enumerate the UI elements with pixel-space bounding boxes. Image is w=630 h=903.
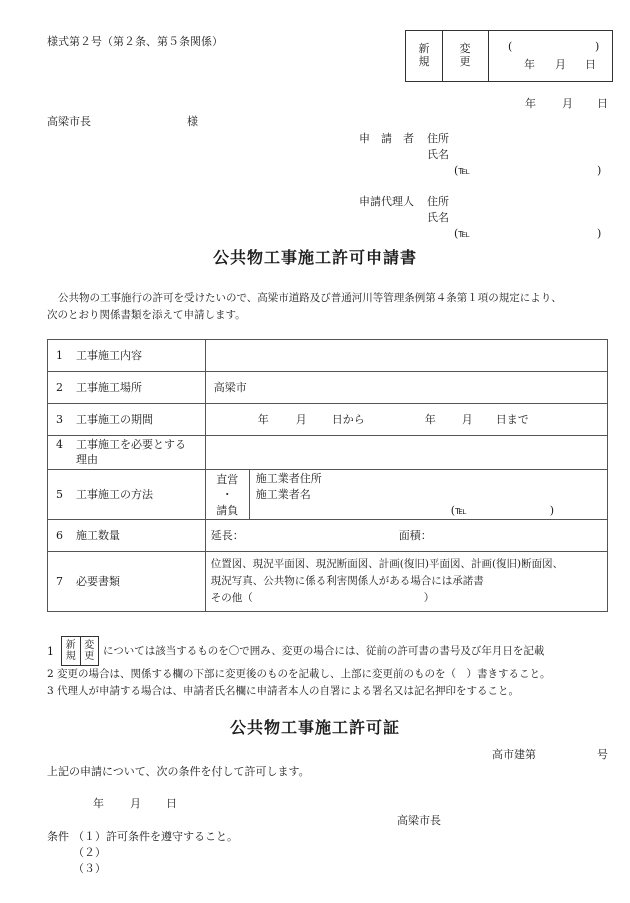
status-change-cell[interactable]: 変 更 xyxy=(442,31,489,81)
row-label: 3 工事施工の期間 xyxy=(48,404,206,436)
contractor-tel-open[interactable]: (℡ xyxy=(450,504,467,517)
application-date-year: 年 xyxy=(525,97,536,110)
required-documents-field: 位置図、現況平面図、現況断面図、計画(復旧)平面図、計画(復旧)断面図、 現況写真、公共物に係る利害関係人がある場合には承諾書 その他（ ） xyxy=(205,552,607,612)
table-row xyxy=(48,470,608,520)
applicant-tel-open[interactable]: (℡ xyxy=(454,164,471,177)
addressee: 高梁市長 xyxy=(47,115,91,128)
application-date-day: 日 xyxy=(597,97,608,110)
length-label: 延長： xyxy=(210,529,244,542)
work-location-field[interactable]: 高梁市 xyxy=(205,372,607,404)
work-reason-field[interactable] xyxy=(205,436,607,470)
permit-date-day: 日 xyxy=(166,797,177,810)
note-2: 2 変更の場合は、関係する欄の下部に変更後のものを記載し、上部に変更前のものを（ ）書きすること。 xyxy=(47,668,551,680)
permit-number-suffix: 号 xyxy=(597,748,608,761)
work-content-field[interactable] xyxy=(205,340,607,372)
permit-date-month: 月 xyxy=(130,797,141,810)
permit-issuer: 高梁市長 xyxy=(397,814,441,827)
form-number: 様式第２号（第２条、第５条関係） xyxy=(47,35,223,48)
status-box: 新 規 変 更 ( ) 年 月 日 xyxy=(405,30,613,82)
area-label: 面積： xyxy=(398,529,432,542)
intro-line-1: 公共物の工事施行の許可を受けたいので、高梁市道路及び普通河川等管理条例第４条第１項の規定により、 xyxy=(58,292,562,304)
row-label: 7 必要書類 xyxy=(48,552,206,612)
note-1-text: については該当するものを〇で囲み、変更の場合には、従前の許可書の書号及び年月日を記載 xyxy=(103,645,545,657)
contractor-name-label[interactable]: 施工業者名 xyxy=(255,488,311,501)
agent-address-label[interactable]: 住所 xyxy=(427,195,449,208)
permit-date-year: 年 xyxy=(93,797,104,810)
applicant-tel-close: ) xyxy=(597,164,602,177)
application-title: 公共物工事施工許可申請書 xyxy=(212,248,417,267)
condition-item: （１）許可条件を遵守すること。 xyxy=(73,830,238,843)
work-method-field xyxy=(205,470,607,520)
condition-item[interactable]: （２） xyxy=(73,846,106,859)
table-row xyxy=(48,436,608,470)
row-label: 4 工事施工を必要とする 理由 xyxy=(48,436,206,470)
status-new-cell[interactable]: 新 規 xyxy=(406,31,443,81)
row-label: 5 工事施工の方法 xyxy=(48,470,206,520)
note-1-status-box: 新 規 変 更 xyxy=(61,636,99,666)
row-label: 2 工事施工場所 xyxy=(48,372,206,404)
application-date-month: 月 xyxy=(562,97,573,110)
permit-number-prefix: 高市建第 xyxy=(492,748,536,761)
table-row xyxy=(48,372,608,404)
table-row xyxy=(48,520,608,552)
agent-tel-open[interactable]: (℡ xyxy=(454,227,471,240)
work-quantity-field[interactable] xyxy=(205,520,607,552)
applicant-name-label[interactable]: 氏名 xyxy=(427,148,449,161)
permit-title: 公共物工事施工許可証 xyxy=(229,718,400,737)
work-period-field[interactable]: 年 月 日から 年 月 日まで xyxy=(205,404,607,436)
agent-tel-close: ) xyxy=(597,227,602,240)
note-1-number: 1 xyxy=(47,645,54,658)
intro-line-2: 次のとおり関係書類を添えて申請します。 xyxy=(47,309,246,321)
addressee-honorific: 様 xyxy=(187,115,198,128)
note-3: 3 代理人が申請する場合は、申請者氏名欄に申請者本人の自署による署名又は記名押印をすること。 xyxy=(47,685,520,697)
applicant-address-label[interactable]: 住所 xyxy=(427,132,449,145)
method-selector[interactable]: 直営 ・ 請負 xyxy=(206,470,250,519)
row-label: 1 工事施工内容 xyxy=(48,340,206,372)
application-table xyxy=(47,339,608,612)
table-row xyxy=(48,404,608,436)
row-label: 6 施工数量 xyxy=(48,520,206,552)
permit-statement: 上記の申請について、次の条件を付して許可します。 xyxy=(47,765,310,778)
applicant-label: 申 請 者 xyxy=(359,132,414,145)
agent-label: 申請代理人 xyxy=(359,195,414,208)
table-row xyxy=(48,552,608,612)
conditions-label: 条件 xyxy=(47,830,69,843)
agent-name-label[interactable]: 氏名 xyxy=(427,211,449,224)
contractor-tel-close: ) xyxy=(549,504,555,517)
condition-item[interactable]: （３） xyxy=(73,862,106,875)
other-documents-label[interactable]: その他（ xyxy=(210,592,253,604)
table-row xyxy=(48,340,608,372)
contractor-address-label[interactable]: 施工業者住所 xyxy=(255,472,322,485)
